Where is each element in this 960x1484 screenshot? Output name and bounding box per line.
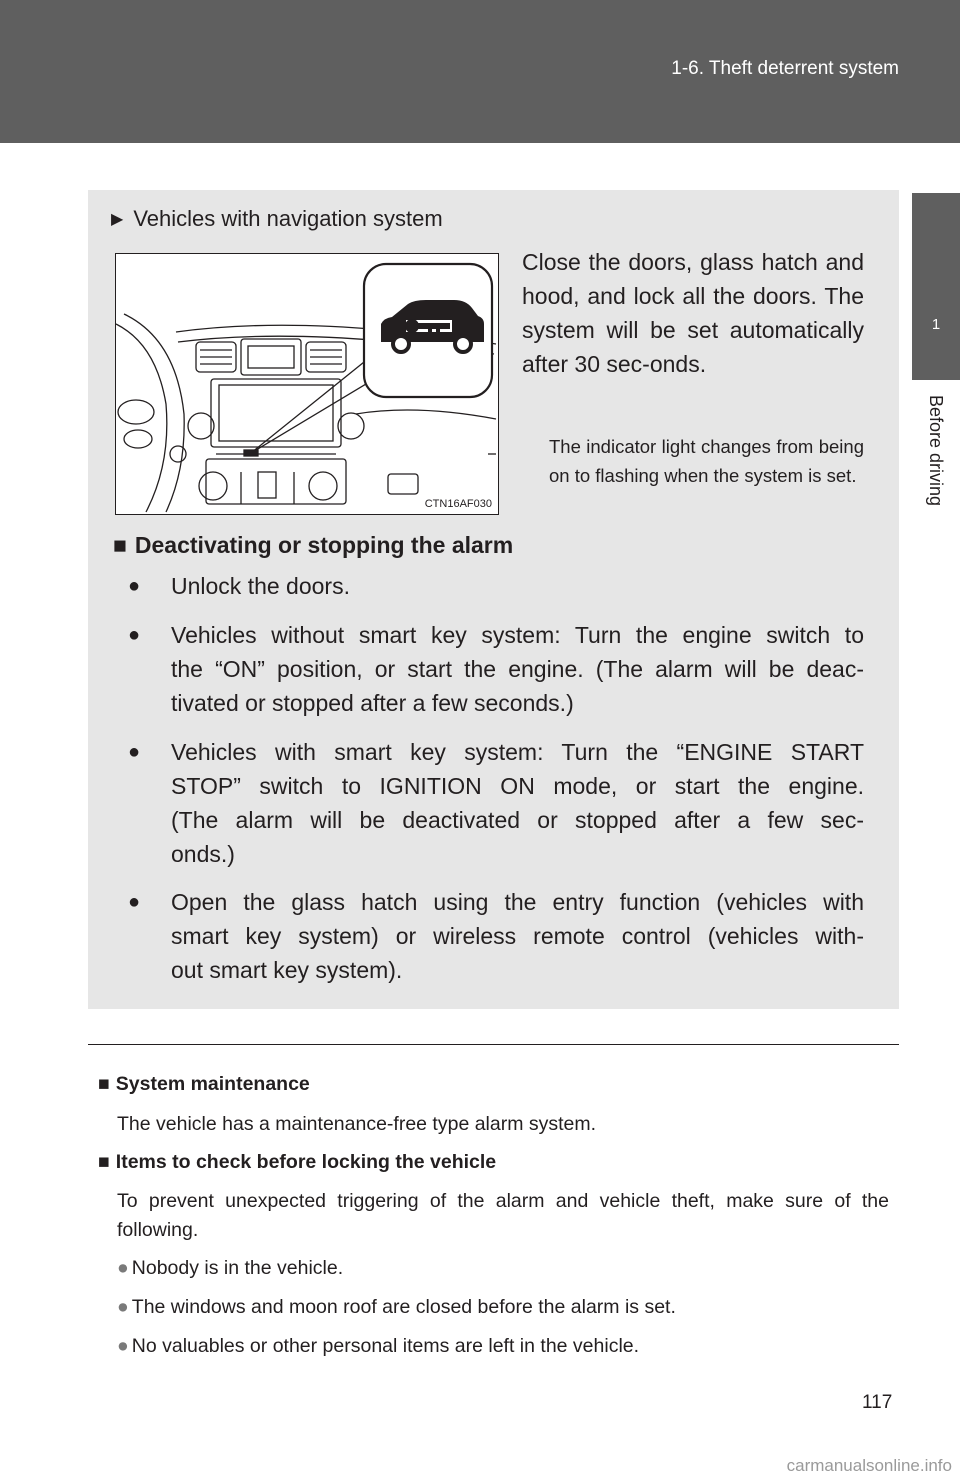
note-list-text: The windows and moon roof are closed before the alarm is set. [131, 1296, 676, 1318]
list-line: onds.) [171, 841, 235, 867]
note-title-check [98, 1151, 496, 1174]
note-title-maintenance [98, 1073, 310, 1096]
chapter-label [920, 395, 950, 535]
step-text: Close the doors, glass hatch and hood, and lock all the doors. The system will be set automatically after 30 sec-onds. [522, 249, 864, 377]
square-bullet-icon: ■ [98, 1073, 110, 1095]
bullet-icon: ● [128, 575, 141, 597]
section-title-text: Deactivating or stopping the alarm [134, 532, 514, 558]
chapter-label-text: Before driving [926, 395, 946, 507]
dashboard-illustration [115, 253, 499, 515]
list-line: out smart key system). [171, 957, 403, 983]
list-line: smart key system) or wireless remote control (vehicles with- [171, 923, 864, 949]
list-line: (The alarm will be deactivated or stopped after a few sec- [171, 807, 864, 833]
note-list-text: Nobody is in the vehicle. [131, 1257, 344, 1279]
list-line: Open the glass hatch using the entry function (vehicles with [171, 889, 864, 915]
figure-code: CTN16AF030 [424, 498, 492, 510]
chapter-number: 1 [931, 316, 941, 333]
note-text-maintenance: The vehicle has a maintenance-free type alarm system. [117, 1113, 597, 1135]
section-title [113, 532, 513, 559]
bullet-icon: ● [128, 741, 141, 763]
bullet-icon: ● [128, 891, 141, 913]
list-line: STOP” switch to IGNITION ON mode, or start the engine. [171, 773, 864, 799]
list-line: Unlock the doors. [171, 573, 350, 599]
step-note: The indicator light changes from being on to flashing when the system is set. [549, 436, 864, 486]
list-line: Vehicles with smart key system: Turn the “ENGINE START [171, 739, 864, 765]
dashboard-drawing [116, 254, 498, 514]
bullet-icon: ● [117, 1257, 129, 1279]
list-line: the “ON” position, or start the engine. (The alarm will be deac- [171, 656, 864, 682]
note-list-item [117, 1257, 343, 1280]
note-text-check: To prevent unexpected triggering of the alarm and vehicle theft, make sure of the following. [117, 1190, 889, 1241]
list-line: tivated or stopped after a few seconds.) [171, 690, 574, 716]
triangle-icon: ▶ [111, 211, 124, 228]
note-list-item [117, 1296, 676, 1319]
subhead-text: Vehicles with navigation system [133, 206, 443, 231]
square-bullet-icon: ■ [98, 1151, 110, 1173]
note-list-item [117, 1335, 639, 1358]
section-divider [88, 1044, 899, 1045]
note-list-text: No valuables or other personal items are left in the vehicle. [131, 1335, 640, 1357]
watermark: carmanualsonline.info [786, 1456, 952, 1475]
list-line: Vehicles without smart key system: Turn the engine switch to [171, 622, 864, 648]
note-title-text: Items to check before locking the vehicle [115, 1151, 497, 1173]
bullet-icon: ● [117, 1296, 129, 1318]
subhead [111, 206, 443, 232]
page-header [0, 0, 960, 143]
note-title-text: System maintenance [115, 1073, 310, 1095]
header-title: 1-6. Theft deterrent system [671, 58, 899, 79]
page-number: 117 [862, 1392, 893, 1413]
chapter-tab [912, 193, 960, 380]
bullet-icon: ● [128, 624, 141, 646]
square-bullet-icon: ■ [113, 532, 127, 558]
bullet-icon: ● [117, 1335, 129, 1357]
